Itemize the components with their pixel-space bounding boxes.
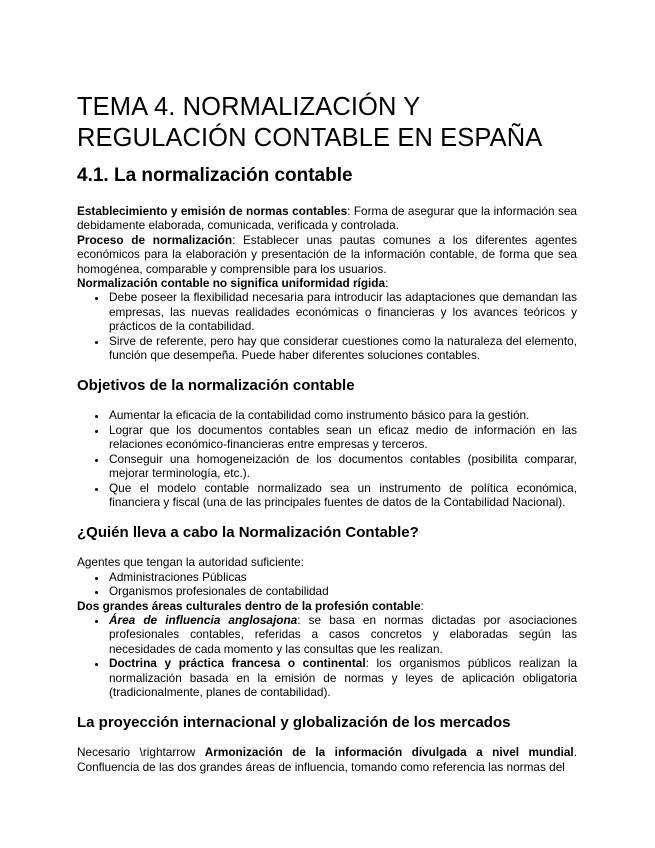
list-item: • Debe poseer la flexibilidad necesaria para introducir las adaptaciones que demandan las empresas, las nuevas realidades económicas o financieras y los avances teóricos y prácticos de la contabilidad.	[107, 290, 577, 333]
bullet-list	[77, 408, 577, 509]
paragraph	[77, 233, 577, 276]
paragraph-text: Necesario \rightarrow	[77, 745, 205, 760]
list-item: • Conseguir una homogeneización de los documentos contables (posibilita comparar, mejorar terminología, etc.).	[107, 452, 577, 481]
paragraph-text: :	[385, 276, 389, 291]
bold-term: Establecimiento y emisión de normas contables	[77, 204, 348, 218]
paragraph	[77, 745, 577, 774]
paragraph	[77, 599, 577, 613]
bold-term: Doctrina y práctica francesa o continental	[109, 656, 366, 671]
section-heading: 4.1. La normalización contable	[77, 165, 353, 186]
bold-term: Dos grandes áreas culturales dentro de la profesión contable	[77, 598, 421, 613]
italic-term: Área de influencia anglosajona	[109, 612, 298, 627]
section-heading: La proyección internacional y globalización de los mercados	[77, 714, 511, 732]
paragraph-text: : Forma de asegurar que la información sea debidamente elaborada, comunicada, verificada y controlada.	[77, 204, 577, 233]
document-page	[77, 92, 577, 774]
paragraph	[77, 276, 577, 290]
list-item-text: : se basa en normas dictadas por asociaciones profesionales contables, referidas a casos concretos y elaboradas según las necesidades de cada momento y las consultas que les realizan.	[109, 612, 577, 656]
section-heading: Objetivos de la normalización contable	[77, 377, 355, 395]
list-item: • Lograr que los documentos contables sean un eficaz medio de información en las relaciones económico-financieras entre empresas y terceros.	[107, 423, 577, 452]
list-item: • Sirve de referente, pero hay que considerar cuestiones como la naturaleza del elemento, función que desempeña. Puede haber diferentes soluciones contables.	[107, 334, 577, 363]
paragraph-text: :	[420, 598, 424, 613]
paragraph-text: : Establecer unas pautas comunes a los diferentes agentes económicos para la elaboración y presentación de la información contable, de forma que sea homogénea, comparable y comprensible para los usuarios.	[77, 232, 578, 276]
list-item: • Administraciones Públicas	[107, 570, 577, 584]
bold-term: Proceso de normalización	[77, 232, 233, 247]
bullet-list	[77, 290, 577, 362]
page-title: TEMA 4. NORMALIZACIÓN Y REGULACIÓN CONTABLE EN ESPAÑA	[77, 93, 543, 152]
list-item	[107, 656, 577, 699]
section-heading: ¿Quién lleva a cabo la Normalización Contable?	[77, 524, 419, 542]
bold-term	[109, 613, 297, 627]
bullet-list	[77, 613, 577, 699]
bold-term: Armonización de la información divulgada a nivel mundial	[204, 745, 574, 760]
bold-term: Normalización contable no significa uniformidad rígida	[77, 276, 386, 291]
bullet-list	[77, 570, 577, 599]
list-item-text: : los organismos públicos realizan la normalización basada en la emisión de normas y leyes de aplicación obligatoria (tradicionalmente, planes de contabilidad).	[109, 656, 578, 699]
paragraph: Agentes que tengan la autoridad suficiente:	[77, 555, 304, 570]
paragraph-text: . Confluencia de las dos grandes áreas de influencia, tomando como referencia las normas del	[77, 745, 577, 774]
list-item: • Organismos profesionales de contabilidad	[107, 584, 577, 598]
list-item: • Que el modelo contable normalizado sea un instrumento de política económica, financiera y fiscal (una de las principales fuentes de datos de la Contabilidad Nacional).	[107, 481, 577, 510]
list-item	[107, 613, 577, 656]
paragraph	[77, 204, 577, 233]
list-item: • Aumentar la eficacia de la contabilidad como instrumento básico para la gestión.	[107, 408, 577, 422]
